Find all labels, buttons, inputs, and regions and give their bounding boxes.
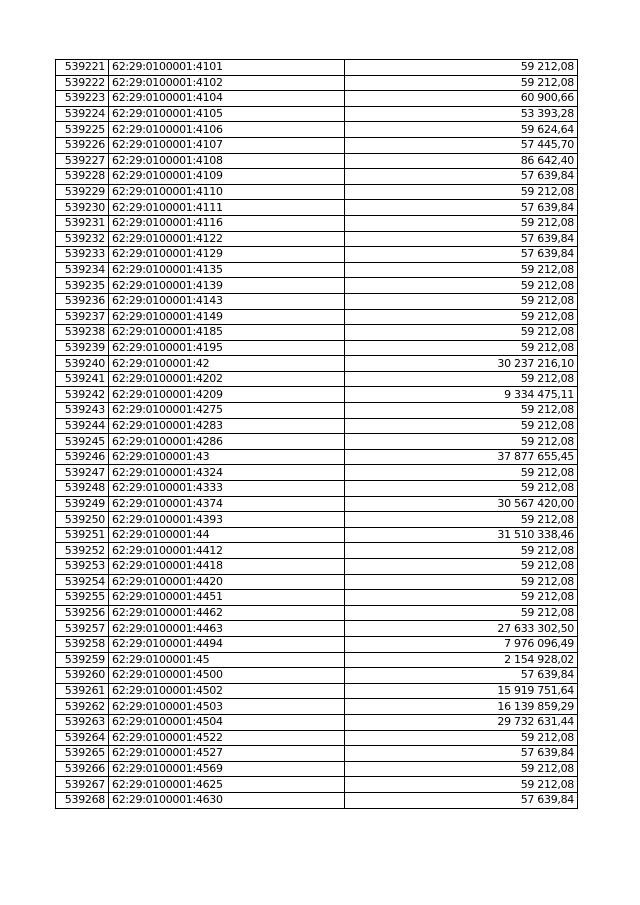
cadastral-value-cell: 57 639,84 (345, 247, 578, 263)
cadastral-number-cell: 62:29:0100001:4195 (109, 340, 345, 356)
cadastral-value-cell: 37 877 655,45 (345, 449, 578, 465)
row-number-cell: 539228 (56, 169, 109, 185)
row-number-cell: 539244 (56, 418, 109, 434)
cadastral-number-cell: 62:29:0100001:4412 (109, 543, 345, 559)
row-number-cell: 539233 (56, 247, 109, 263)
row-number-cell: 539235 (56, 278, 109, 294)
table-row (56, 434, 578, 450)
table-row (56, 403, 578, 419)
row-number-cell: 539229 (56, 184, 109, 200)
table-row (56, 668, 578, 684)
table-row (56, 481, 578, 497)
table-row (56, 91, 578, 107)
row-number-cell: 539259 (56, 652, 109, 668)
table-row (56, 683, 578, 699)
cadastral-number-cell: 62:29:0100001:4283 (109, 418, 345, 434)
table-row (56, 200, 578, 216)
row-number-cell: 539242 (56, 387, 109, 403)
cadastral-value-cell: 57 639,84 (345, 231, 578, 247)
table-row (56, 215, 578, 231)
cadastral-value-table (55, 59, 578, 809)
table-row (56, 371, 578, 387)
cadastral-value-cell: 59 212,08 (345, 60, 578, 76)
table-row (56, 652, 578, 668)
row-number-cell: 539231 (56, 215, 109, 231)
table-row (56, 699, 578, 715)
cadastral-number-cell: 62:29:0100001:4185 (109, 325, 345, 341)
cadastral-value-cell: 59 212,08 (345, 371, 578, 387)
cadastral-number-cell: 62:29:0100001:4143 (109, 293, 345, 309)
table-row (56, 325, 578, 341)
cadastral-value-cell: 59 212,08 (345, 761, 578, 777)
row-number-cell: 539230 (56, 200, 109, 216)
table-row (56, 543, 578, 559)
row-number-cell: 539247 (56, 465, 109, 481)
row-number-cell: 539256 (56, 605, 109, 621)
table-row (56, 340, 578, 356)
cadastral-value-cell: 59 624,64 (345, 122, 578, 138)
cadastral-value-cell: 59 212,08 (345, 215, 578, 231)
table-row (56, 730, 578, 746)
table-row (56, 761, 578, 777)
table-row (56, 309, 578, 325)
cadastral-value-cell: 59 212,08 (345, 777, 578, 793)
cadastral-value-cell: 59 212,08 (345, 325, 578, 341)
cadastral-value-cell: 57 445,70 (345, 137, 578, 153)
cadastral-number-cell: 62:29:0100001:4116 (109, 215, 345, 231)
cadastral-value-cell: 59 212,08 (345, 574, 578, 590)
table-row (56, 636, 578, 652)
row-number-cell: 539267 (56, 777, 109, 793)
table-body (56, 60, 578, 809)
row-number-cell: 539232 (56, 231, 109, 247)
cadastral-value-cell: 59 212,08 (345, 262, 578, 278)
cadastral-number-cell: 62:29:0100001:4333 (109, 481, 345, 497)
cadastral-value-cell: 59 212,08 (345, 403, 578, 419)
cadastral-number-cell: 62:29:0100001:4504 (109, 714, 345, 730)
cadastral-number-cell: 62:29:0100001:4109 (109, 169, 345, 185)
cadastral-number-cell: 62:29:0100001:4110 (109, 184, 345, 200)
cadastral-number-cell: 62:29:0100001:4111 (109, 200, 345, 216)
cadastral-value-cell: 2 154 928,02 (345, 652, 578, 668)
row-number-cell: 539268 (56, 792, 109, 808)
cadastral-number-cell: 62:29:0100001:4122 (109, 231, 345, 247)
row-number-cell: 539249 (56, 496, 109, 512)
row-number-cell: 539225 (56, 122, 109, 138)
row-number-cell: 539255 (56, 590, 109, 606)
row-number-cell: 539245 (56, 434, 109, 450)
cadastral-number-cell: 62:29:0100001:4105 (109, 106, 345, 122)
cadastral-number-cell: 62:29:0100001:4324 (109, 465, 345, 481)
cadastral-value-cell: 59 212,08 (345, 293, 578, 309)
row-number-cell: 539226 (56, 137, 109, 153)
row-number-cell: 539253 (56, 559, 109, 575)
cadastral-number-cell: 62:29:0100001:4275 (109, 403, 345, 419)
table-row (56, 293, 578, 309)
cadastral-number-cell: 62:29:0100001:4420 (109, 574, 345, 590)
cadastral-value-cell: 86 642,40 (345, 153, 578, 169)
cadastral-value-cell: 59 212,08 (345, 340, 578, 356)
cadastral-value-cell: 59 212,08 (345, 184, 578, 200)
table-row (56, 605, 578, 621)
row-number-cell: 539266 (56, 761, 109, 777)
row-number-cell: 539257 (56, 621, 109, 637)
cadastral-value-cell: 53 393,28 (345, 106, 578, 122)
table-row (56, 122, 578, 138)
table-row (56, 60, 578, 76)
cadastral-value-cell: 59 212,08 (345, 481, 578, 497)
row-number-cell: 539264 (56, 730, 109, 746)
row-number-cell: 539240 (56, 356, 109, 372)
cadastral-number-cell: 62:29:0100001:4451 (109, 590, 345, 606)
table-row (56, 714, 578, 730)
row-number-cell: 539251 (56, 527, 109, 543)
cadastral-value-cell: 27 633 302,50 (345, 621, 578, 637)
cadastral-value-cell: 59 212,08 (345, 559, 578, 575)
cadastral-value-cell: 15 919 751,64 (345, 683, 578, 699)
table-row (56, 137, 578, 153)
table-row (56, 262, 578, 278)
cadastral-number-cell: 62:29:0100001:4393 (109, 512, 345, 528)
cadastral-number-cell: 62:29:0100001:4494 (109, 636, 345, 652)
cadastral-value-cell: 57 639,84 (345, 746, 578, 762)
cadastral-number-cell: 62:29:0100001:4209 (109, 387, 345, 403)
table-row (56, 356, 578, 372)
cadastral-number-cell: 62:29:0100001:43 (109, 449, 345, 465)
cadastral-value-cell: 29 732 631,44 (345, 714, 578, 730)
row-number-cell: 539221 (56, 60, 109, 76)
cadastral-value-cell: 59 212,08 (345, 730, 578, 746)
row-number-cell: 539261 (56, 683, 109, 699)
cadastral-number-cell: 62:29:0100001:42 (109, 356, 345, 372)
cadastral-number-cell: 62:29:0100001:4630 (109, 792, 345, 808)
cadastral-number-cell: 62:29:0100001:45 (109, 652, 345, 668)
row-number-cell: 539262 (56, 699, 109, 715)
cadastral-number-cell: 62:29:0100001:4522 (109, 730, 345, 746)
cadastral-number-cell: 62:29:0100001:4286 (109, 434, 345, 450)
cadastral-number-cell: 62:29:0100001:4202 (109, 371, 345, 387)
row-number-cell: 539258 (56, 636, 109, 652)
row-number-cell: 539227 (56, 153, 109, 169)
cadastral-number-cell: 62:29:0100001:4418 (109, 559, 345, 575)
cadastral-value-cell: 59 212,08 (345, 590, 578, 606)
cadastral-value-cell: 31 510 338,46 (345, 527, 578, 543)
table-row (56, 278, 578, 294)
table-row (56, 75, 578, 91)
cadastral-value-cell: 57 639,84 (345, 200, 578, 216)
cadastral-number-cell: 62:29:0100001:4139 (109, 278, 345, 294)
cadastral-number-cell: 62:29:0100001:4625 (109, 777, 345, 793)
row-number-cell: 539250 (56, 512, 109, 528)
cadastral-value-cell: 57 639,84 (345, 169, 578, 185)
cadastral-value-cell: 9 334 475,11 (345, 387, 578, 403)
table-row (56, 184, 578, 200)
cadastral-number-cell: 62:29:0100001:4149 (109, 309, 345, 325)
cadastral-value-cell: 57 639,84 (345, 792, 578, 808)
table-row (56, 512, 578, 528)
table-row (56, 106, 578, 122)
cadastral-value-cell: 59 212,08 (345, 418, 578, 434)
cadastral-number-cell: 62:29:0100001:4106 (109, 122, 345, 138)
cadastral-value-cell: 59 212,08 (345, 434, 578, 450)
cadastral-value-cell: 59 212,08 (345, 605, 578, 621)
table-row (56, 387, 578, 403)
cadastral-value-cell: 30 237 216,10 (345, 356, 578, 372)
cadastral-value-cell: 59 212,08 (345, 512, 578, 528)
cadastral-number-cell: 62:29:0100001:4527 (109, 746, 345, 762)
table-row (56, 777, 578, 793)
row-number-cell: 539238 (56, 325, 109, 341)
table-row (56, 449, 578, 465)
cadastral-number-cell: 62:29:0100001:4502 (109, 683, 345, 699)
row-number-cell: 539265 (56, 746, 109, 762)
cadastral-number-cell: 62:29:0100001:4108 (109, 153, 345, 169)
row-number-cell: 539241 (56, 371, 109, 387)
cadastral-value-cell: 59 212,08 (345, 465, 578, 481)
cadastral-value-cell: 16 139 859,29 (345, 699, 578, 715)
cadastral-number-cell: 62:29:0100001:44 (109, 527, 345, 543)
table-row (56, 465, 578, 481)
cadastral-number-cell: 62:29:0100001:4503 (109, 699, 345, 715)
table-row (56, 247, 578, 263)
row-number-cell: 539237 (56, 309, 109, 325)
cadastral-number-cell: 62:29:0100001:4462 (109, 605, 345, 621)
row-number-cell: 539263 (56, 714, 109, 730)
row-number-cell: 539260 (56, 668, 109, 684)
cadastral-value-cell: 57 639,84 (345, 668, 578, 684)
table-row (56, 496, 578, 512)
row-number-cell: 539254 (56, 574, 109, 590)
cadastral-value-cell: 60 900,66 (345, 91, 578, 107)
row-number-cell: 539246 (56, 449, 109, 465)
cadastral-value-cell: 59 212,08 (345, 309, 578, 325)
cadastral-number-cell: 62:29:0100001:4374 (109, 496, 345, 512)
row-number-cell: 539243 (56, 403, 109, 419)
row-number-cell: 539224 (56, 106, 109, 122)
cadastral-number-cell: 62:29:0100001:4101 (109, 60, 345, 76)
cadastral-value-cell: 59 212,08 (345, 543, 578, 559)
table-row (56, 559, 578, 575)
row-number-cell: 539252 (56, 543, 109, 559)
row-number-cell: 539223 (56, 91, 109, 107)
table-row (56, 590, 578, 606)
cadastral-number-cell: 62:29:0100001:4129 (109, 247, 345, 263)
table-row (56, 621, 578, 637)
table-row (56, 792, 578, 808)
cadastral-value-cell: 30 567 420,00 (345, 496, 578, 512)
table-row (56, 231, 578, 247)
cadastral-value-cell: 59 212,08 (345, 278, 578, 294)
cadastral-number-cell: 62:29:0100001:4102 (109, 75, 345, 91)
row-number-cell: 539222 (56, 75, 109, 91)
table-row (56, 574, 578, 590)
cadastral-value-cell: 7 976 096,49 (345, 636, 578, 652)
table-row (56, 746, 578, 762)
row-number-cell: 539234 (56, 262, 109, 278)
cadastral-value-cell: 59 212,08 (345, 75, 578, 91)
cadastral-number-cell: 62:29:0100001:4569 (109, 761, 345, 777)
cadastral-number-cell: 62:29:0100001:4500 (109, 668, 345, 684)
cadastral-number-cell: 62:29:0100001:4107 (109, 137, 345, 153)
table-row (56, 527, 578, 543)
cadastral-number-cell: 62:29:0100001:4104 (109, 91, 345, 107)
row-number-cell: 539236 (56, 293, 109, 309)
row-number-cell: 539248 (56, 481, 109, 497)
table-row (56, 153, 578, 169)
cadastral-number-cell: 62:29:0100001:4135 (109, 262, 345, 278)
table-row (56, 418, 578, 434)
row-number-cell: 539239 (56, 340, 109, 356)
cadastral-number-cell: 62:29:0100001:4463 (109, 621, 345, 637)
table-row (56, 169, 578, 185)
